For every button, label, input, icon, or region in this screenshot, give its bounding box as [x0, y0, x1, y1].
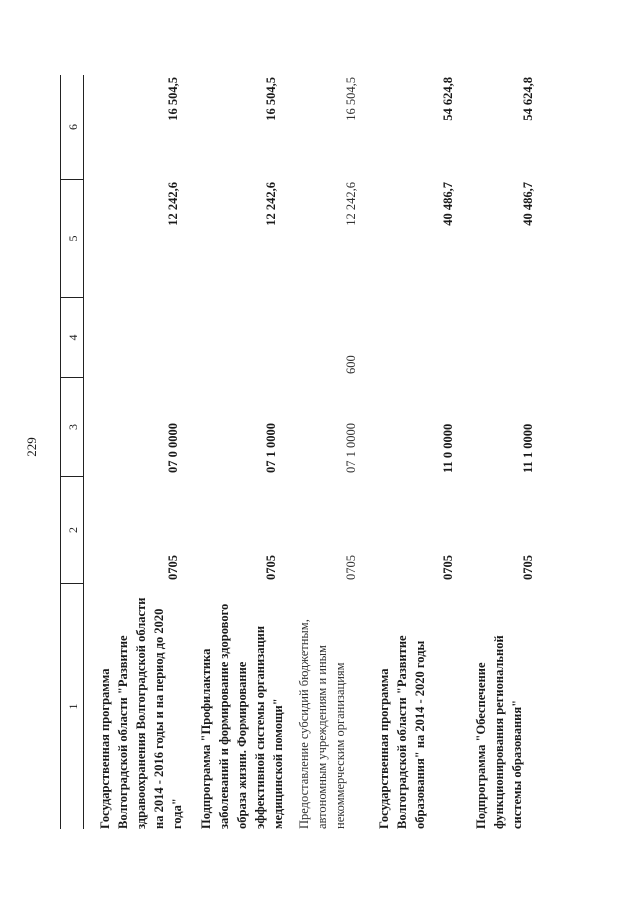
row-amount-col6: 54 624,8 — [521, 77, 535, 121]
row-target-article: 07 1 0000 — [264, 423, 278, 473]
row-section-code: 0705 — [521, 555, 535, 580]
row-amount-col6: 16 504,5 — [344, 77, 358, 121]
table-header-col3: 3 — [60, 378, 84, 477]
budget-table — [60, 75, 580, 829]
rotated-table-container — [60, 75, 580, 829]
row-amount-col6: 54 624,8 — [441, 77, 455, 121]
row-expense-type — [84, 298, 185, 378]
row-target-article: 07 1 0000 — [344, 423, 358, 473]
table-header-col5: 5 — [60, 180, 84, 298]
row-amount-col5: 40 486,7 — [521, 182, 535, 226]
row-section-code: 0705 — [166, 555, 180, 580]
table-header-col2: 2 — [60, 477, 84, 584]
table-header-col4: 4 — [60, 298, 84, 378]
row-name: Подпрограмма "Обеспечение функционирования региональной системы образования" — [474, 635, 524, 829]
row-expense-type — [363, 298, 460, 378]
row-expense-type: 600 — [344, 355, 358, 374]
row-name: Государственная программа Волгоградской области "Развитие образования" на 2014 - 2020 годы — [377, 635, 427, 829]
row-name: Государственная программа Волгоградской области "Развитие здравоохранения Волгоградской области на 2014 - 2016 годы и на период до 2020 года" — [98, 597, 184, 829]
row-name: Подпрограмма "Профилактика заболеваний и формирование здорового образа жизни. Формирование эффективной системы организации медицинской помощи" — [199, 603, 285, 829]
table-header-col1: 1 — [60, 584, 84, 829]
row-amount-col5: 12 242,6 — [344, 182, 358, 226]
row-section-code: 0705 — [344, 555, 358, 580]
page-number: 229 — [24, 437, 39, 457]
row-amount-col5: 40 486,7 — [441, 182, 455, 226]
row-section-code: 0705 — [264, 555, 278, 580]
row-expense-type — [185, 298, 283, 378]
row-target-article: 11 1 0000 — [521, 423, 535, 473]
table-header-col6: 6 — [60, 75, 84, 180]
row-expense-type — [460, 298, 540, 378]
row-section-code: 0705 — [441, 555, 455, 580]
row-amount-col5: 12 242,6 — [166, 182, 180, 226]
row-name: Предоставление субсидий бюджетным, автономным учреждениям и иным некоммерческим организациям — [297, 619, 347, 829]
row-amount-col6: 16 504,5 — [264, 77, 278, 121]
row-amount-col5: 12 242,6 — [264, 182, 278, 226]
row-target-article: 07 0 0000 — [166, 423, 180, 473]
row-amount-col6: 16 504,5 — [166, 77, 180, 121]
row-target-article: 11 0 0000 — [441, 423, 455, 473]
